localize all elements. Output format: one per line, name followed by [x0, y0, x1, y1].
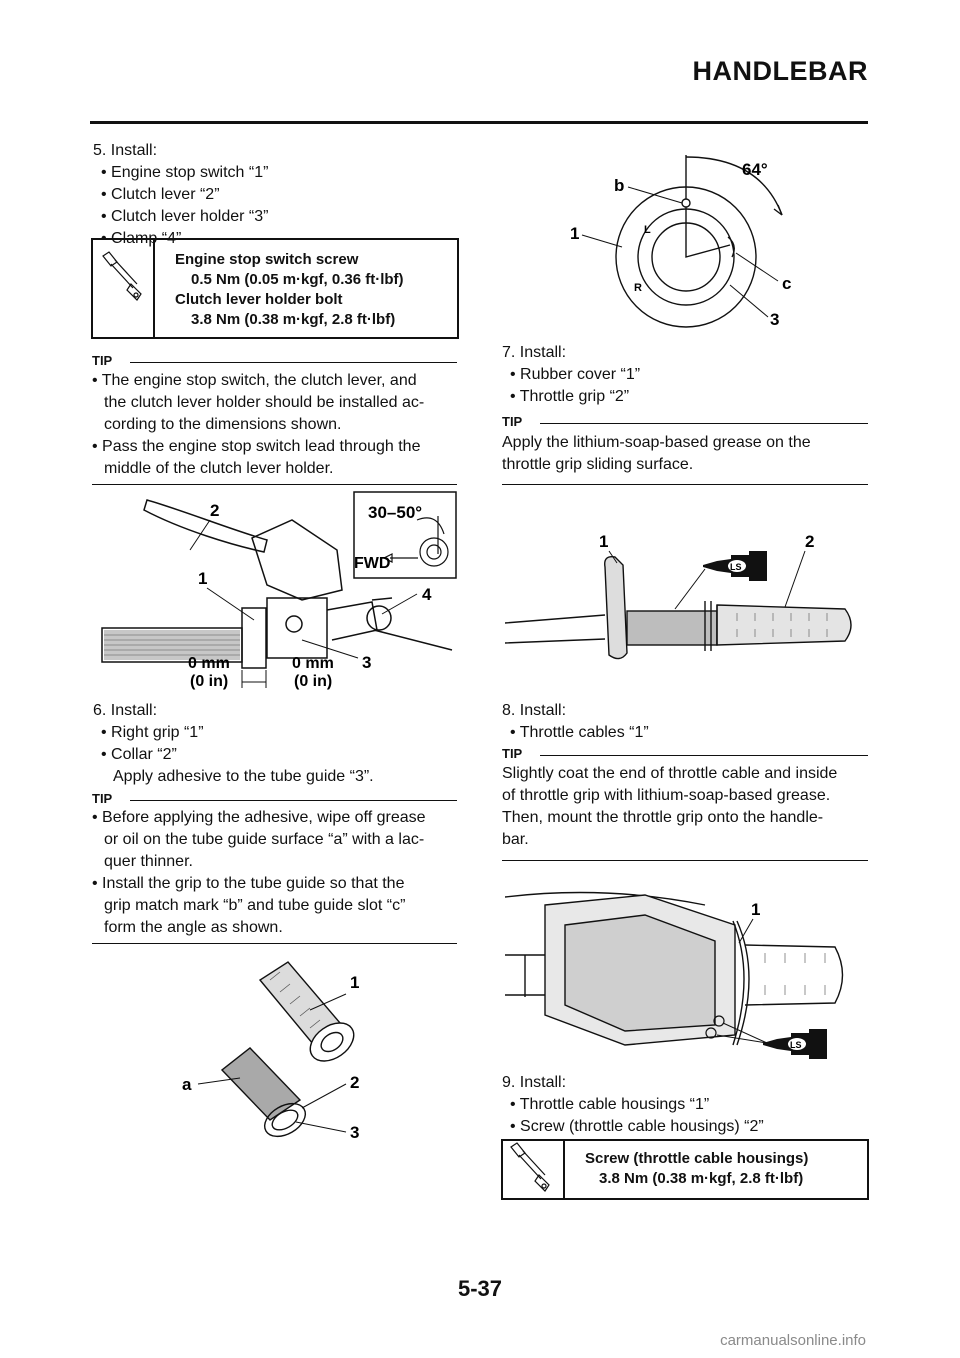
tip-line: Then, mount the throttle grip onto the handle- [502, 809, 824, 826]
tip-line: middle of the clutch lever holder. [104, 460, 334, 477]
tip-line: or oil on the tube guide surface “a” with a lac- [104, 831, 425, 848]
spec-line: 3.8 Nm (0.38 m·kgf, 2.8 ft·lbf) [191, 311, 396, 328]
step-note: Apply adhesive to the tube guide “3”. [113, 768, 374, 785]
dimension-b: 0 mm [292, 655, 334, 672]
tip-line: throttle grip sliding surface. [502, 456, 694, 473]
header-rule [90, 121, 868, 124]
mark-l: L [644, 224, 651, 236]
list-item: • Collar “2” [101, 746, 177, 763]
watermark: carmanualsonline.info [720, 1332, 866, 1349]
step-7 [502, 342, 640, 408]
torque-spec-box [501, 1139, 869, 1200]
dimension-b-inch: (0 in) [294, 673, 333, 690]
grip-angle-figure [560, 135, 810, 335]
callout-2: 2 [210, 501, 220, 520]
step-heading: 8. Install: [502, 702, 567, 719]
list-item: • Clutch lever “2” [101, 186, 220, 203]
callout-3: 3 [350, 1123, 360, 1142]
tip-end-rule [92, 484, 457, 485]
ls-label: LS [730, 562, 742, 572]
ls-label: LS [790, 1040, 802, 1050]
tip-line: • The engine stop switch, the clutch lever, and [92, 372, 417, 389]
spec-line: 3.8 Nm (0.38 m·kgf, 2.8 ft·lbf) [599, 1170, 804, 1187]
tip-line: quer thinner. [104, 853, 193, 870]
callout-1: 1 [599, 532, 609, 551]
callout-4: 4 [422, 585, 432, 604]
callout-3: 3 [362, 653, 372, 672]
tip-line: Apply the lithium-soap-based grease on the [502, 434, 811, 451]
grease-icon [763, 1029, 827, 1059]
callout-c: c [782, 274, 792, 293]
list-item: • Throttle cables “1” [510, 724, 649, 741]
page-number: 5-37 [457, 1276, 503, 1301]
callout-1: 1 [198, 569, 208, 588]
fwd-label: FWD [354, 555, 391, 572]
tip-label: TIP [92, 791, 113, 806]
torque-wrench-icon [93, 240, 155, 337]
tip-label: TIP [502, 746, 523, 761]
tip-line: • Install the grip to the tube guide so that the [92, 875, 405, 892]
callout-1: 1 [751, 900, 761, 919]
page-title: HANDLEBAR [692, 56, 868, 86]
spec-line: Screw (throttle cable housings) [585, 1150, 809, 1167]
tip-text [502, 763, 837, 851]
callout-2: 2 [350, 1073, 360, 1092]
callout-1: 1 [570, 224, 580, 243]
list-item: • Screw (throttle cable housings) “2” [510, 1118, 764, 1135]
tip-line: grip match mark “b” and tube guide slot “c” [104, 897, 406, 914]
list-item: • Clamp “4” [101, 230, 182, 247]
step-9 [502, 1072, 764, 1138]
list-item: • Clutch lever holder “3” [101, 208, 269, 225]
tip-label: TIP [502, 414, 523, 429]
tip-end-rule [502, 484, 868, 485]
dimension-a: 0 mm [188, 655, 230, 672]
tip-line: form the angle as shown. [104, 919, 283, 936]
tip-line: • Before applying the adhesive, wipe off grease [92, 809, 426, 826]
throttle-grip-figure [505, 525, 865, 670]
callout-2: 2 [805, 532, 815, 551]
spec-line: 0.5 Nm (0.05 m·kgf, 0.36 ft·lbf) [191, 271, 404, 288]
angle-label: 30–50° [368, 503, 423, 522]
tip-line: • Pass the engine stop switch lead through the [92, 438, 421, 455]
angle-label: 64° [742, 160, 768, 179]
step-8 [502, 700, 649, 744]
tip-rule [540, 423, 868, 424]
dimension-a-inch: (0 in) [190, 673, 229, 690]
list-item: • Throttle grip “2” [510, 388, 630, 405]
tip-line: the clutch lever holder should be installed ac- [104, 394, 425, 411]
step-heading: 6. Install: [93, 702, 158, 719]
grip-tube-guide-figure [170, 960, 390, 1150]
list-item: • Right grip “1” [101, 724, 204, 741]
tip-text [92, 807, 426, 939]
callout-3: 3 [770, 310, 780, 329]
step-6 [93, 700, 374, 788]
tip-line: Slightly coat the end of throttle cable and inside [502, 765, 838, 782]
tip-line: of throttle grip with lithium-soap-based grease. [502, 787, 831, 804]
tip-rule [130, 800, 457, 801]
list-item: • Engine stop switch “1” [101, 164, 269, 181]
tip-line: cording to the dimensions shown. [104, 416, 342, 433]
list-item: • Throttle cable housings “1” [510, 1096, 710, 1113]
step-heading: 7. Install: [502, 344, 567, 361]
mark-r: R [634, 282, 642, 294]
step-heading: 5. Install: [93, 142, 158, 159]
step-heading: 9. Install: [502, 1074, 567, 1091]
tip-line: bar. [502, 831, 529, 848]
callout-b: b [614, 176, 625, 195]
torque-spec-box [91, 238, 459, 339]
tip-label: TIP [92, 353, 113, 368]
tip-end-rule [92, 943, 457, 944]
tip-rule [540, 755, 868, 756]
tip-text [502, 432, 811, 476]
tip-rule [130, 362, 457, 363]
torque-wrench-icon [503, 1141, 565, 1198]
tip-text [92, 370, 424, 480]
throttle-cable-figure [505, 885, 865, 1060]
list-item: • Rubber cover “1” [510, 366, 641, 383]
tip-end-rule [502, 860, 868, 861]
callout-1: 1 [350, 973, 360, 992]
spec-line: Clutch lever holder bolt [175, 291, 343, 308]
grease-icon [703, 551, 767, 581]
step-5 [93, 140, 268, 250]
clutch-lever-figure [92, 490, 462, 690]
callout-a: a [182, 1075, 192, 1094]
spec-line: Engine stop switch screw [175, 251, 359, 268]
